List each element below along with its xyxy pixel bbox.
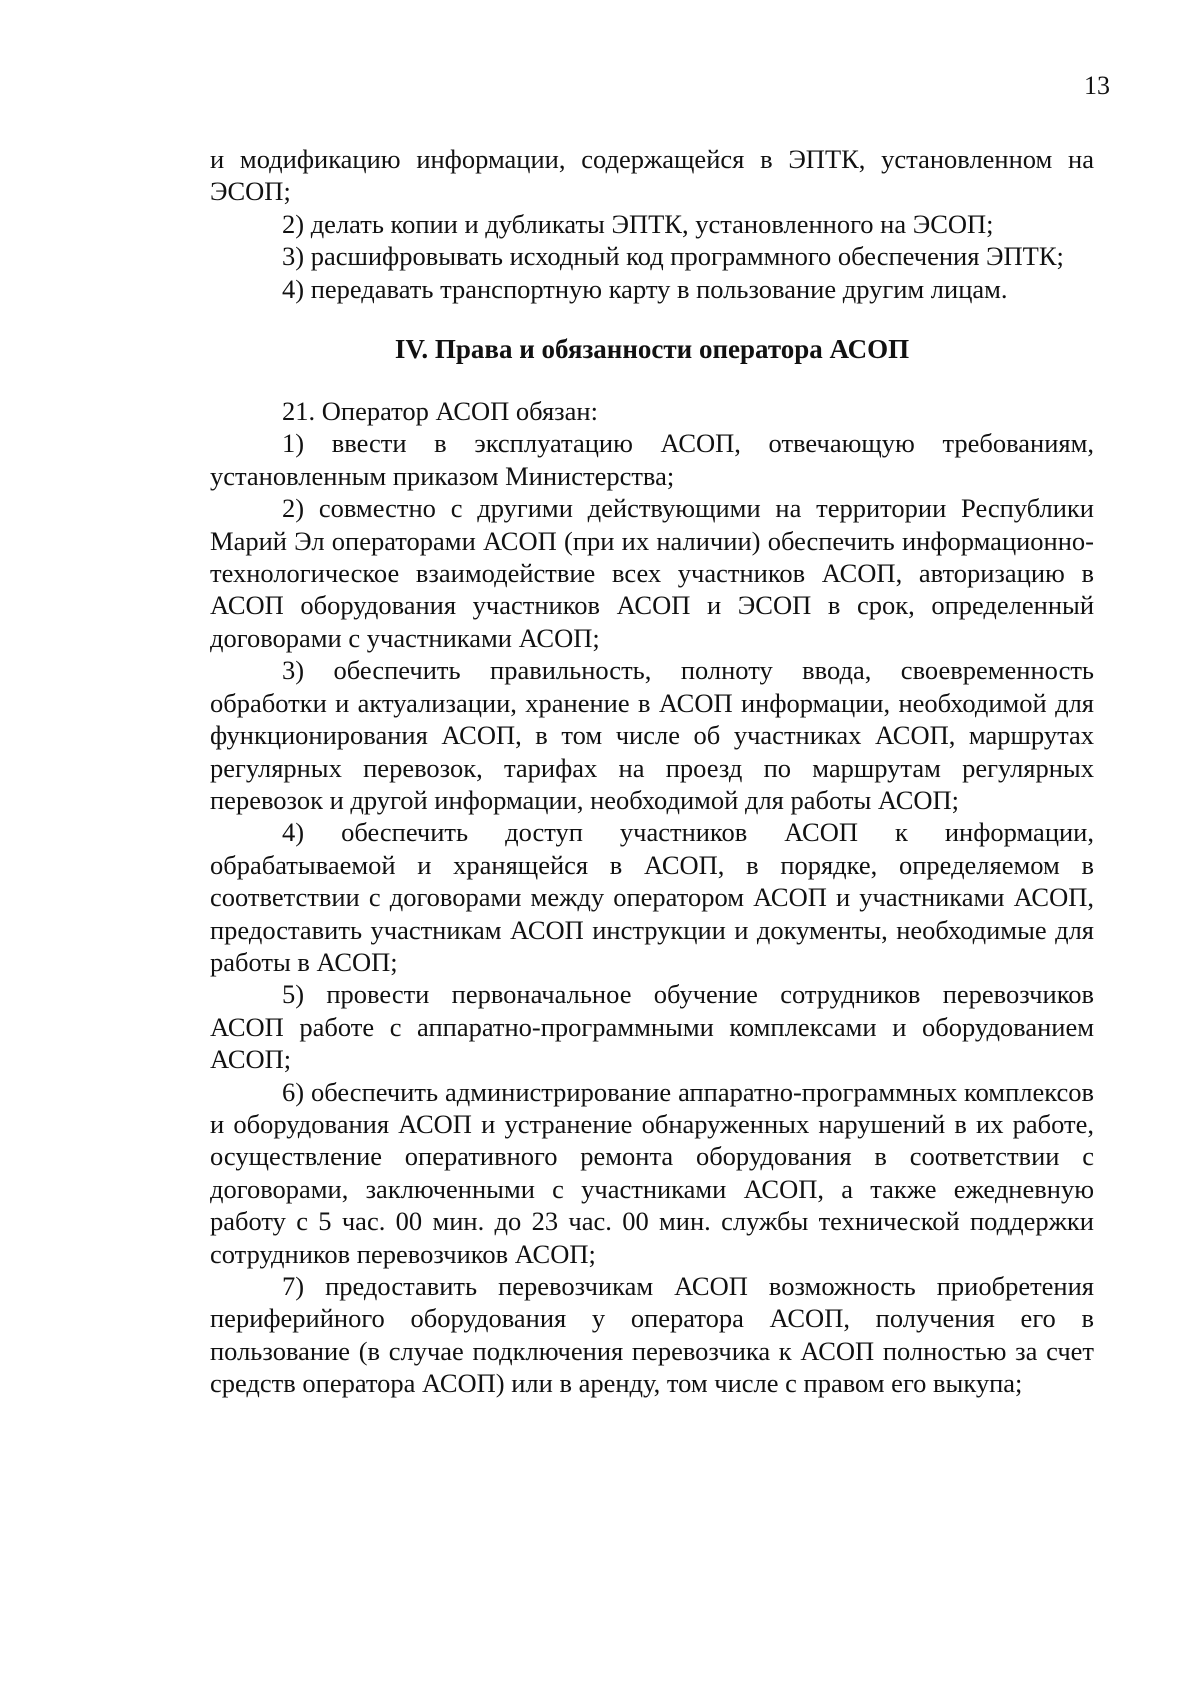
clause-21-item-4: 4) обеспечить доступ участников АСОП к информации, обрабатываемой и хранящейся в АСОП, в порядке, определяемом в соответствии с договорами между оператором АСОП и участниками АСОП, предоставить участникам АСОП инструкции и документы, необходимые для работы в АСОП; xyxy=(210,817,1094,977)
clause-21-item-3: 3) обеспечить правильность, полноту ввода, своевременность обработки и актуализации, хранение в АСОП информации, необходимой для функционирования АСОП, в том числе об участниках АСОП, маршрутах регулярных перевозок, тарифах на проезд по маршрутам регулярных перевозок и другой информации, необходимой для работы АСОП; xyxy=(210,655,1094,815)
clause-21-item-7: 7) предоставить перевозчикам АСОП возможность приобретения периферийного оборудования у оператора АСОП, получения его в пользование (в случае подключения перевозчика к АСОП полностью за счет средств оператора АСОП) или в аренду, том числе с правом его выкупа; xyxy=(210,1271,1094,1399)
list-item-2: 2) делать копии и дубликаты ЭПТК, установленного на ЭСОП; xyxy=(282,208,994,239)
list-item-3: 3) расшифровывать исходный код программного обеспечения ЭПТК; xyxy=(282,241,1064,272)
list-item-4: 4) передавать транспортную карту в пользование другим лицам. xyxy=(282,273,1008,304)
page-number: 13 xyxy=(1084,71,1110,100)
clause-21-item-5: 5) провести первоначальное обучение сотрудников перевозчиков АСОП работе с аппаратно-программными комплексами и оборудованием АСОП; xyxy=(210,979,1094,1075)
clause-21-item-1: 1) ввести в эксплуатацию АСОП, отвечающую требованиям, установленным приказом Министерства; xyxy=(210,428,1094,491)
paragraph-continuation: и модификацию информации, содержащейся в ЭПТК, установленном на ЭСОП; xyxy=(210,144,1094,207)
clause-21-intro: 21. Оператор АСОП обязан: xyxy=(282,396,598,427)
section-heading: IV. Права и обязанности оператора АСОП xyxy=(394,334,910,365)
clause-21-item-6: 6) обеспечить администрирование аппаратно-программных комплексов и оборудования АСОП и устранение обнаруженных нарушений в их работе, осуществление оперативного ремонта оборудования в соответствии с договорами, заключенными с участниками АСОП, а также ежедневную работу с 5 час. 00 мин. до 23 час. 00 мин. службы технической поддержки сотрудников перевозчиков АСОП; xyxy=(210,1076,1094,1269)
clause-21-item-2: 2) совместно с другими действующими на территории Республики Марий Эл операторами АСОП (при их наличии) обеспечить информационно-технологическое взаимодействие всех участников АСОП, авторизацию в АСОП оборудования участников АСОП и ЭСОП в срок, определенный договорами с участниками АСОП; xyxy=(210,493,1094,653)
document-body xyxy=(210,143,1094,1400)
